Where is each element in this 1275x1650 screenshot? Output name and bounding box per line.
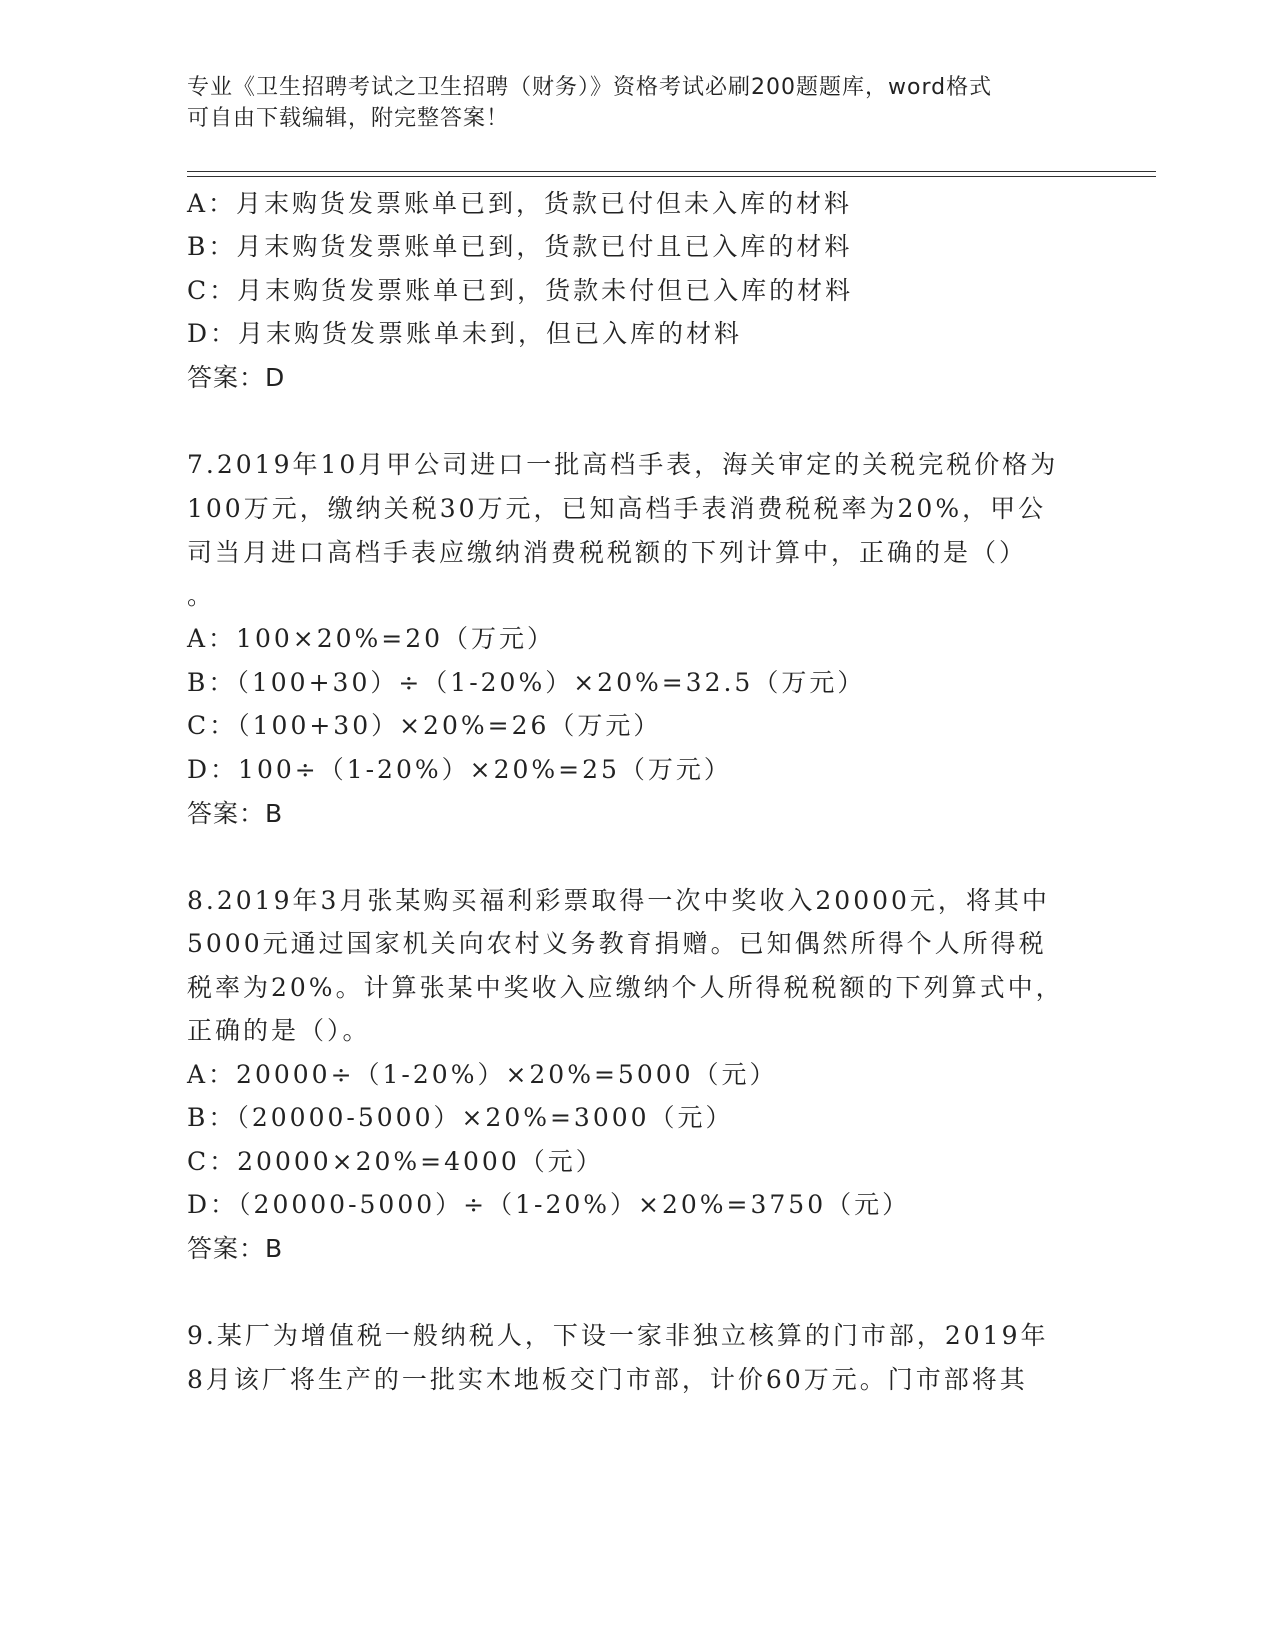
- q7-answer: 答案：B: [187, 799, 284, 828]
- q8-option-b: B：（20000-5000）×20%=3000（元）: [187, 1103, 734, 1132]
- q7-stem-line-4: 。: [187, 581, 216, 610]
- q7-stem-line-2: 100万元，缴纳关税30万元，已知高档手表消费税税率为20%，甲公: [187, 494, 1047, 523]
- q7-stem-line-1: 7.2019年10月甲公司进口一批高档手表，海关审定的关税完税价格为: [187, 450, 1059, 479]
- q8-answer: 答案：B: [187, 1234, 284, 1263]
- q6-option-d: D：月末购货发票账单未到，但已入库的材料: [187, 319, 743, 348]
- header-line-2: 可自由下载编辑，附完整答案！: [187, 106, 510, 131]
- q8-stem-line-4: 正确的是（）。: [187, 1016, 371, 1045]
- q8-stem-line-3: 税率为20%。计算张某中奖收入应缴纳个人所得税税额的下列算式中，: [187, 973, 1064, 1002]
- q6-option-b: B：月末购货发票账单已到，货款已付且已入库的材料: [187, 232, 853, 261]
- q9-stem-line-2: 8月该厂将生产的一批实木地板交门市部，计价60万元。门市部将其: [187, 1365, 1028, 1394]
- q8-stem-line-2: 5000元通过国家机关向农村义务教育捐赠。已知偶然所得个人所得税: [187, 929, 1047, 958]
- q8-option-a: A：20000÷（1-20%）×20%=5000（元）: [187, 1060, 778, 1089]
- q8-option-d: D：（20000-5000）÷（1-20%）×20%=3750（元）: [187, 1190, 911, 1219]
- header-rule-top: [187, 171, 1156, 172]
- header-line-1: 专业《卫生招聘考试之卫生招聘（财务）》资格考试必刷200题题库，word格式: [187, 75, 993, 100]
- q8-stem-line-1: 8.2019年3月张某购买福利彩票取得一次中奖收入20000元，将其中: [187, 886, 1050, 915]
- q7-option-c: C：（100+30）×20%=26（万元）: [187, 711, 662, 740]
- header-rule-bottom: [187, 176, 1156, 177]
- q6-answer: 答案：D: [187, 363, 286, 392]
- q7-stem-line-3: 司当月进口高档手表应缴纳消费税税额的下列计算中，正确的是（）: [187, 538, 1028, 567]
- q7-option-b: B：（100+30）÷（1-20%）×20%=32.5（万元）: [187, 668, 866, 697]
- q6-option-a: A：月末购货发票账单已到，货款已付但未入库的材料: [187, 189, 853, 218]
- q6-option-c: C：月末购货发票账单已到，货款未付但已入库的材料: [187, 276, 854, 305]
- q9-stem-line-1: 9.某厂为增值税一般纳税人，下设一家非独立核算的门市部，2019年: [187, 1321, 1049, 1350]
- q8-option-c: C：20000×20%=4000（元）: [187, 1147, 604, 1176]
- q7-option-a: A：100×20%=20（万元）: [187, 624, 556, 653]
- q7-option-d: D：100÷（1-20%）×20%=25（万元）: [187, 755, 732, 784]
